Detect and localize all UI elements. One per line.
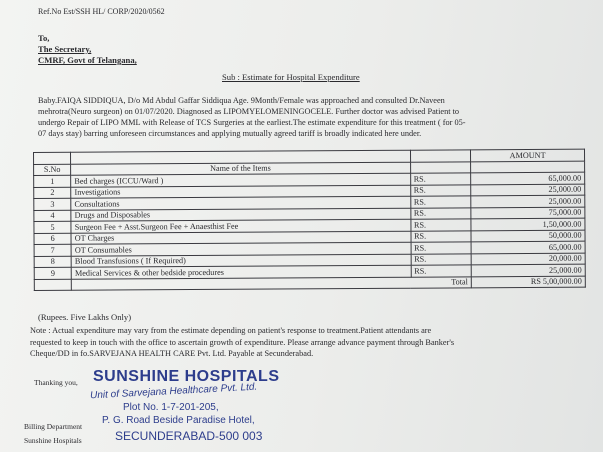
row-number: 6 bbox=[34, 233, 71, 245]
row-item: OT Consumables bbox=[71, 242, 410, 256]
row-item: Drugs and Disposables bbox=[71, 208, 410, 222]
row-item: Consultations bbox=[71, 196, 410, 210]
stamp-unit: Unit of Sarvejana Healthcare Pvt. Ltd. bbox=[89, 381, 258, 402]
thanking-text: Thanking you, bbox=[34, 378, 78, 387]
paragraph-line: 07 days stay) barring unforeseen circumstances and applying mutually agreed tariff is broadly indicated here under. bbox=[38, 129, 422, 138]
row-currency: RS. bbox=[410, 196, 471, 208]
row-number: 4 bbox=[34, 210, 71, 222]
row-amount: 25,000.00 bbox=[471, 195, 585, 207]
row-amount: 65,000.00 bbox=[471, 241, 585, 253]
total-amount: RS 5,00,000.00 bbox=[471, 276, 585, 288]
row-item: Bed charges (ICCU/Ward ) bbox=[71, 173, 410, 187]
row-number: 2 bbox=[34, 187, 71, 199]
row-number: 8 bbox=[34, 256, 71, 268]
row-currency: RS. bbox=[410, 207, 471, 219]
row-amount: 25,000.00 bbox=[471, 184, 585, 196]
to-label: To, bbox=[38, 33, 50, 43]
signatory-hospital: Sunshine Hospitals bbox=[24, 436, 82, 445]
row-number: 1 bbox=[34, 175, 71, 187]
total-label: Total bbox=[71, 276, 471, 290]
recipient-title: The Secretary, bbox=[38, 44, 92, 54]
paragraph-line: undergo Repair of LIPO MML with Release of TCS Surgeries at the earliest.The estimate expenditure for this treatment ( for 05- bbox=[38, 118, 466, 127]
row-number: 7 bbox=[34, 244, 71, 256]
note-line: Note : Actual expenditure may vary from the estimate depending on patient's response to treatment.Patient attendants are bbox=[30, 326, 432, 335]
table-total-row bbox=[34, 276, 585, 291]
subject-line: Sub : Estimate for Hospital Expenditure bbox=[222, 72, 360, 82]
row-amount: 1,50,000.00 bbox=[471, 218, 585, 230]
row-currency: RS. bbox=[411, 230, 472, 242]
row-item: OT Charges bbox=[71, 231, 410, 245]
reference-number: Ref.No Est/SSH HL/ CORP/2020/0562 bbox=[38, 7, 165, 16]
sno-column-header: S.No bbox=[34, 164, 71, 176]
row-item: Investigations bbox=[71, 185, 410, 199]
row-currency: RS. bbox=[410, 173, 471, 185]
row-number: 3 bbox=[34, 198, 71, 210]
row-amount: 25,000.00 bbox=[471, 264, 585, 276]
note-paragraph bbox=[30, 325, 590, 360]
amount-column-header: AMOUNT bbox=[471, 149, 585, 161]
estimate-table bbox=[33, 149, 586, 291]
row-amount: 65,000.00 bbox=[471, 172, 585, 184]
row-currency: RS. bbox=[410, 219, 471, 231]
row-item: Blood Transfusions ( If Required) bbox=[71, 254, 410, 268]
item-column-header: Name of the Items bbox=[71, 162, 410, 176]
row-amount: 20,000.00 bbox=[471, 253, 585, 265]
row-currency: RS. bbox=[411, 265, 472, 277]
billing-department: Billing Department bbox=[24, 422, 83, 431]
stamp-hospital-name: SUNSHINE HOSPITALS bbox=[93, 368, 280, 385]
stamp-road: P. G. Road Beside Paradise Hotel, bbox=[102, 415, 255, 426]
patient-paragraph bbox=[38, 95, 583, 139]
amount-in-words: (Rupees. Five Lakhs Only) bbox=[38, 312, 132, 322]
row-amount: 75,000.00 bbox=[471, 207, 585, 219]
row-number: 9 bbox=[34, 267, 71, 279]
row-amount: 50,000.00 bbox=[471, 230, 585, 242]
stamp-city: SECUNDERABAD-500 003 bbox=[115, 429, 263, 443]
recipient-organization: CMRF, Govt of Telangana, bbox=[38, 55, 137, 65]
row-number: 5 bbox=[34, 221, 71, 233]
row-item: Surgeon Fee + Asst.Surgeon Fee + Anaesthist Fee bbox=[71, 219, 410, 233]
note-line: requested to keep in touch with the office to ascertain growth of expenditure. Please arrange advance payment through Banker's bbox=[30, 337, 455, 347]
row-currency: RS. bbox=[411, 253, 472, 265]
paragraph-line: Baby.FAIQA SIDDIQUA, D/o Md Abdul Gaffar Siddiqua Age. 9Month/Female was approached and consulted Dr.Naveen bbox=[38, 96, 445, 105]
row-item: Medical Services & other bedside procedures bbox=[71, 265, 410, 279]
row-currency: RS. bbox=[410, 184, 471, 196]
row-currency: RS. bbox=[411, 242, 472, 254]
note-line: Cheque/DD in fo.SARVEJANA HEALTH CARE Pvt. Ltd. Payable at Secunderabad. bbox=[30, 349, 314, 358]
paragraph-line: mehrotra(Neuro surgeon) on 01/07/2020. Diagnosed as LIPOMYELOMENINGOCELE. Further doctor was advised Patient to bbox=[38, 107, 460, 116]
stamp-plot: Plot No. 1-7-201-205, bbox=[123, 402, 219, 413]
